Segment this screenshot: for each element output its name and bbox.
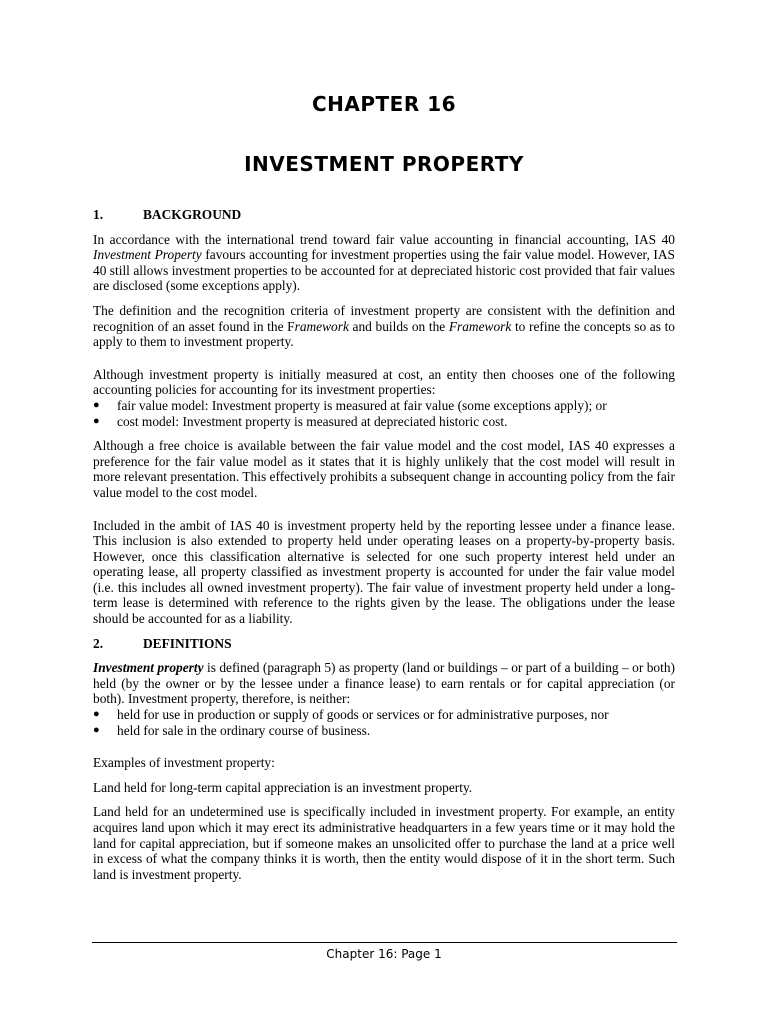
paragraph (93, 660, 675, 707)
section-heading-background (93, 207, 675, 223)
chapter-number: CHAPTER 16 (311, 92, 457, 116)
list-item-text: fair value model: Investment property is measured at fair value (some exceptions apply); or (117, 397, 607, 413)
section-title: BACKGROUND (143, 207, 242, 222)
paragraph: Included in the ambit of IAS 40 is investment property held by the reporting lessee under a finance lease. This inclusion is also extended to property held under operating leases on a property-by-property basis. However, once this classification alternative is selected for one such property interest held under an operating lease, all property classified as investment property is accounted for under the fair value model (i.e. this includes all owned investment property). The fair value of investment property held under a long-term lease is determined with reference to the rights given by the lease. The obligations under the lease should be accounted for as a liability. (93, 517, 675, 627)
paragraph: Although investment property is initially measured at cost, an entity then chooses one of the following accounting policies for accounting for its investment properties: (93, 366, 675, 398)
section-heading-definitions (93, 636, 675, 652)
bullet-icon: ● (93, 414, 100, 427)
paragraph: Land held for an undetermined use is specifically included in investment property. For example, an entity acquires land upon which it may erect its administrative headquarters in a few years time or it may hold the land for capital appreciation, but if someone makes an unsolicited offer to purchase the land at a price well in excess of what the company thinks it is worth, then the entity would dispose of it in the short term. Such land is investment property. (93, 804, 675, 882)
defined-term: Investment property (93, 660, 204, 676)
text-run: In accordance with the international trend toward fair value accounting in financial accounting, IAS 40 (93, 231, 675, 247)
list-item (93, 723, 675, 739)
italic-term: Framework (448, 318, 512, 334)
bullet-icon: ● (93, 398, 100, 411)
bullet-icon: ● (93, 708, 100, 721)
italic-term: ramework (294, 318, 349, 334)
footer-divider (92, 942, 677, 943)
list-item (93, 398, 675, 414)
bullet-icon: ● (93, 723, 100, 736)
text-run: The definition and the recognition criteria of investment property are consistent with the definition and recognition of an asset found in the F (93, 302, 675, 334)
text-run: favours accounting for investment properties using the fair value model. However, IAS 40 still allows investment properties to be accounted for at depreciated historic cost provided that fair values are disclosed (some exceptions apply). (93, 247, 675, 294)
paragraph: Although a free choice is available between the fair value model and the cost model, IAS 40 expresses a preference for the fair value model as it states that it is highly unlikely that the cost model will result in more relevant presentation. This effectively prohibits a subsequent change in accounting policy from the fair value model to the cost model. (93, 438, 675, 500)
chapter-title: INVESTMENT PROPERTY (244, 152, 524, 176)
text-run: and builds on the (348, 318, 449, 334)
text-run: to refine the concepts so as to apply to them to investment property. (93, 318, 675, 350)
section-number: 2. (93, 635, 104, 651)
list-item-text: held for sale in the ordinary course of business. (117, 722, 371, 738)
list-item-text: cost model: Investment property is measured at depreciated historic cost. (117, 413, 508, 429)
document-body (93, 207, 675, 891)
list-item (93, 414, 675, 430)
bullet-list (93, 707, 675, 738)
page-footer: Chapter 16: Page 1 (326, 947, 442, 961)
paragraph (93, 232, 675, 294)
italic-title: Investment Property (93, 247, 202, 263)
paragraph: Examples of investment property: (93, 755, 275, 771)
paragraph: Land held for long-term capital appreciation is an investment property. (93, 779, 473, 795)
text-run: is defined (paragraph 5) as property (land or buildings – or part of a building – or both) held (by the owner or by the lessee under a finance lease) to earn rentals or for capital appreciation (or both). Investment property, therefore, is neither: (93, 660, 675, 707)
paragraph (93, 303, 675, 350)
list-item (93, 707, 675, 723)
list-item-text: held for use in production or supply of goods or services or for administrative purposes, nor (117, 707, 609, 723)
bullet-list (93, 398, 675, 429)
section-number: 1. (93, 207, 104, 222)
section-title: DEFINITIONS (143, 635, 232, 651)
